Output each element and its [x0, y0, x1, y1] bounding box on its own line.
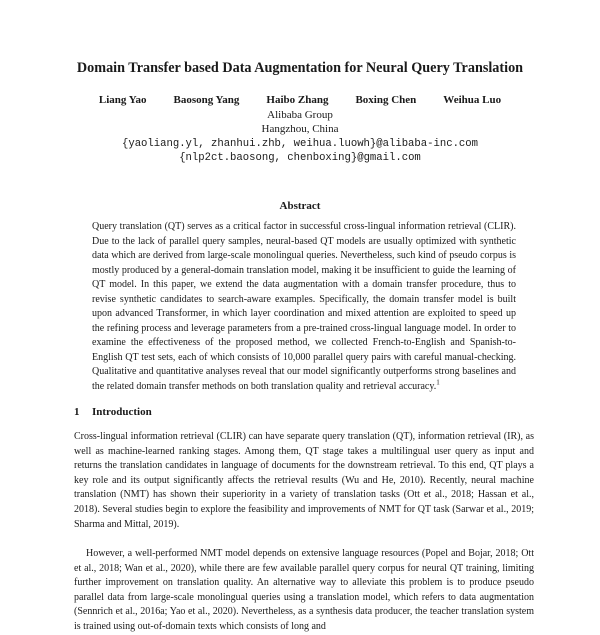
- author-name: Liang Yao: [98, 94, 147, 106]
- author-list: [0, 94, 600, 106]
- intro-paragraph-1: Cross-lingual information retrieval (CLIR) can have separate query translation (QT), information retrieval (IR), as well as machine-learned ranking stages. Among them, QT stage takes a multilingual user query as input and returns the translation candidates in language of documents for the downstream retrieval. To this end, QT plays a key role and its output significantly affects the retrieval results (Wu and He, 2010). Recently, neural machine translation (NMT) has shown their superiority in a variety of translation tasks (Ott et al., 2018; Hassan et al., 2018). Several studies begin to explore the feasibility and improvements of NMT for QT task (Sarwar et al., 2019; Sharma and Mittal, 2019).: [74, 431, 534, 530]
- section-heading: [74, 406, 152, 418]
- footnote-mark: 1: [436, 378, 440, 387]
- paper-title: Domain Transfer based Data Augmentation for Neural Query Translation: [76, 60, 524, 76]
- email-line-2: {nlp2ct.baosong, chenboxing}@gmail.com: [179, 152, 421, 164]
- author-name: Weihua Luo: [443, 94, 502, 106]
- intro-paragraph-2: However, a well-performed NMT model depends on extensive language resources (Popel and Bojar, 2018; Ott et al., 2018; Wan et al., 2020), while there are few available parallel query corpus for neural QT training, limiting further improvement on translation quality. An alternative way to alleviate this problem is to produce pseudo parallel data from large-scale monolingual queries using a translation model, which refers to data augmentation (Sennrich et al., 2016a; Yao et al., 2020). Nevertheless, as a synthesis data producer, the teacher translation system is trained using out-of-domain texts which consists of long and: [74, 548, 534, 632]
- abstract-text: Query translation (QT) serves as a critical factor in successful cross-lingual information retrieval (CLIR). Due to the lack of parallel query samples, neural-based QT models are usually optimized with synthetic data which are derived from large-scale monolingual queries. Nevertheless, such kind of pseudo corpus is mostly produced by a general-domain translation model, making it be insufficient to guide the learning of QT model. In this paper, we extend the data augmentation with a domain transfer procedure, thus to revise synthetic candidates to search-aware examples. Specifically, the domain transfer model is built upon advanced Transformer, in which layer coordination and mixed attention are exploited to speed up the refining process and leverage parameters from a pre-trained cross-lingual language model. In order to examine the effectiveness of the proposed method, we collected French-to-English and Spanish-to-English QT test sets, each of which consists of 10,000 parallel query pairs with careful manual-checking. Qualitative and quantitative analyses reveal that our model significantly outperforms strong baselines and the related domain transfer methods on both translation quality and retrieval accuracy.: [92, 221, 516, 392]
- section-number: 1: [74, 406, 80, 418]
- author-name: Baosong Yang: [173, 94, 240, 106]
- location: Hangzhou, China: [261, 123, 339, 135]
- email-line-1: {yaoliang.yl, zhanhui.zhb, weihua.luowh}@alibaba-inc.com: [121, 138, 478, 150]
- abstract-body: [92, 220, 516, 394]
- author-name: Haibo Zhang: [266, 94, 329, 106]
- author-name: Boxing Chen: [355, 94, 417, 106]
- affiliation: Alibaba Group: [267, 109, 333, 121]
- section-title: Introduction: [92, 406, 152, 418]
- abstract-heading: Abstract: [279, 200, 321, 212]
